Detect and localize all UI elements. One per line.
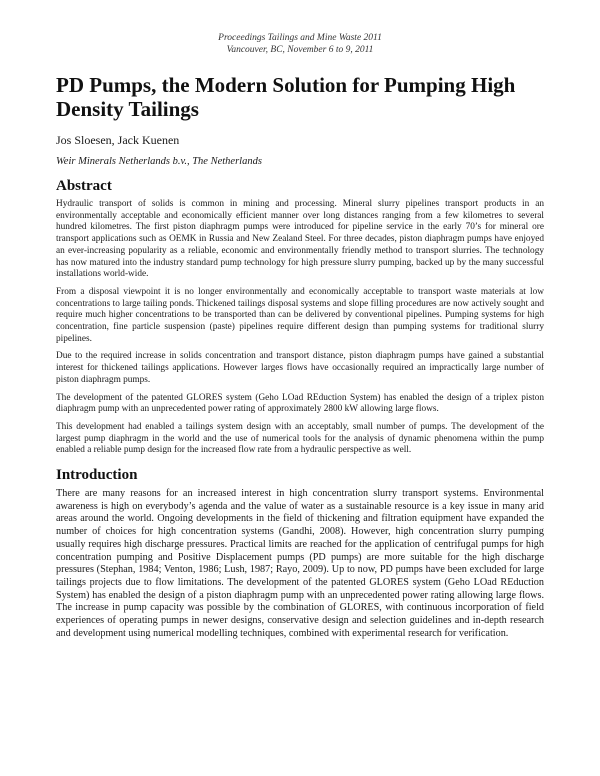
introduction-section: [56, 466, 544, 640]
abstract-paragraph: From a disposal viewpoint it is no longer environmentally and economically acceptable to transport waste materials at low concentrations to large tailing ponds. Thickened tailings disposal systems and slope filling procedures are now actively sought and require much higher concentrations to be transported than can be delivered by conventional pipelines. Pumping systems for high concentration, fine particle suspension (paste) pipelines require different design than pumping systems for traditional slurry pipelines.: [56, 286, 544, 344]
abstract-paragraph: This development had enabled a tailings system design with an acceptably, small number of pumps. The development of the largest pump diaphragm in the world and the use of numerical tools for the analysis of dynamic phenomena within the pump enabled a reliable pump design for the increased flow rate from a hydraulic perspective as well.: [56, 421, 544, 456]
abstract-paragraph: The development of the patented GLORES system (Geho LOad REduction System) has enabled the design of a triplex piston diaphragm pump with an unprecedented power rating of approximately 2800 kW allowing large flows.: [56, 392, 544, 415]
running-head: [56, 32, 544, 56]
abstract-paragraph: Hydraulic transport of solids is common in mining and processing. Mineral slurry pipelines transport products in an environmentally acceptable and economically efficient manner over long distances ranging from a few kilometres to several hundred kilometres. The first piston diaphragm pumps were introduced for pipeline service in the early 70’s for mineral ore transport applications such as OEMK in Russia and New Zealand Steel. For three decades, piston diaphragm pumps have enjoyed an ever-increasing popularity as a reliable, economic and environmentally friendly method to transport slurries. The technology has now matured into the industry standard pump technology for high pressure slurry pumping, backed up by the many successful installations world-wide.: [56, 199, 544, 280]
introduction-heading: Introduction: [56, 467, 138, 484]
paper-title: PD Pumps, the Modern Solution for Pumping High Density Tailings: [56, 73, 516, 121]
paper-affiliation: Weir Minerals Netherlands b.v., The Netherlands: [56, 156, 262, 167]
proceedings-title: Proceedings Tailings and Mine Waste 2011: [218, 33, 382, 43]
abstract-heading: Abstract: [56, 178, 112, 194]
conference-location-date: Vancouver, BC, November 6 to 9, 2011: [226, 45, 374, 55]
introduction-paragraph: There are many reasons for an increased interest in high concentration slurry transport systems. Environmental awareness is high on everybody’s agenda and the value of water as a sustainable resource is a key issue in many arid areas around the world. Ongoing developments in the field of thickening and filtration equipment have expanded the number of choices for high concentration systems (Gandhi, 2008). However, high concentration slurry pumping usually requires high discharge pressures. Practical limits are reached for the application of centrifugal pumps for high concentration pumping and Positive Displacement pumps (PD pumps) are more suitable for the high discharge pressures (Stephan, 1984; Venton, 1986; Lush, 1987; Rayo, 2009). Up to now, PD pumps have been excluded for large tailings projects due to flow limitations. The development of the patented GLORES system (Geho LOad REduction System) has enabled the design of a piston diaphragm pump with an unprecedented power rating allowing large flows. The increase in pump capacity was possible by the combination of GLORES, with continuous incorporation of field experiences of operating pumps in newer designs, conservative design and selection guidelines and in-depth research and development using numerical modelling techniques, combined with experimental research for verification.: [56, 488, 544, 639]
abstract-paragraph: Due to the required increase in solids concentration and transport distance, piston diaphragm pumps have gained a substantial interest for thickened tailings applications. However larges flows have occasionally required an impractically large number of piston diaphragm pumps.: [56, 351, 544, 385]
paper-authors: Jos Sloesen, Jack Kuenen: [56, 133, 180, 147]
abstract-section: [56, 177, 544, 457]
